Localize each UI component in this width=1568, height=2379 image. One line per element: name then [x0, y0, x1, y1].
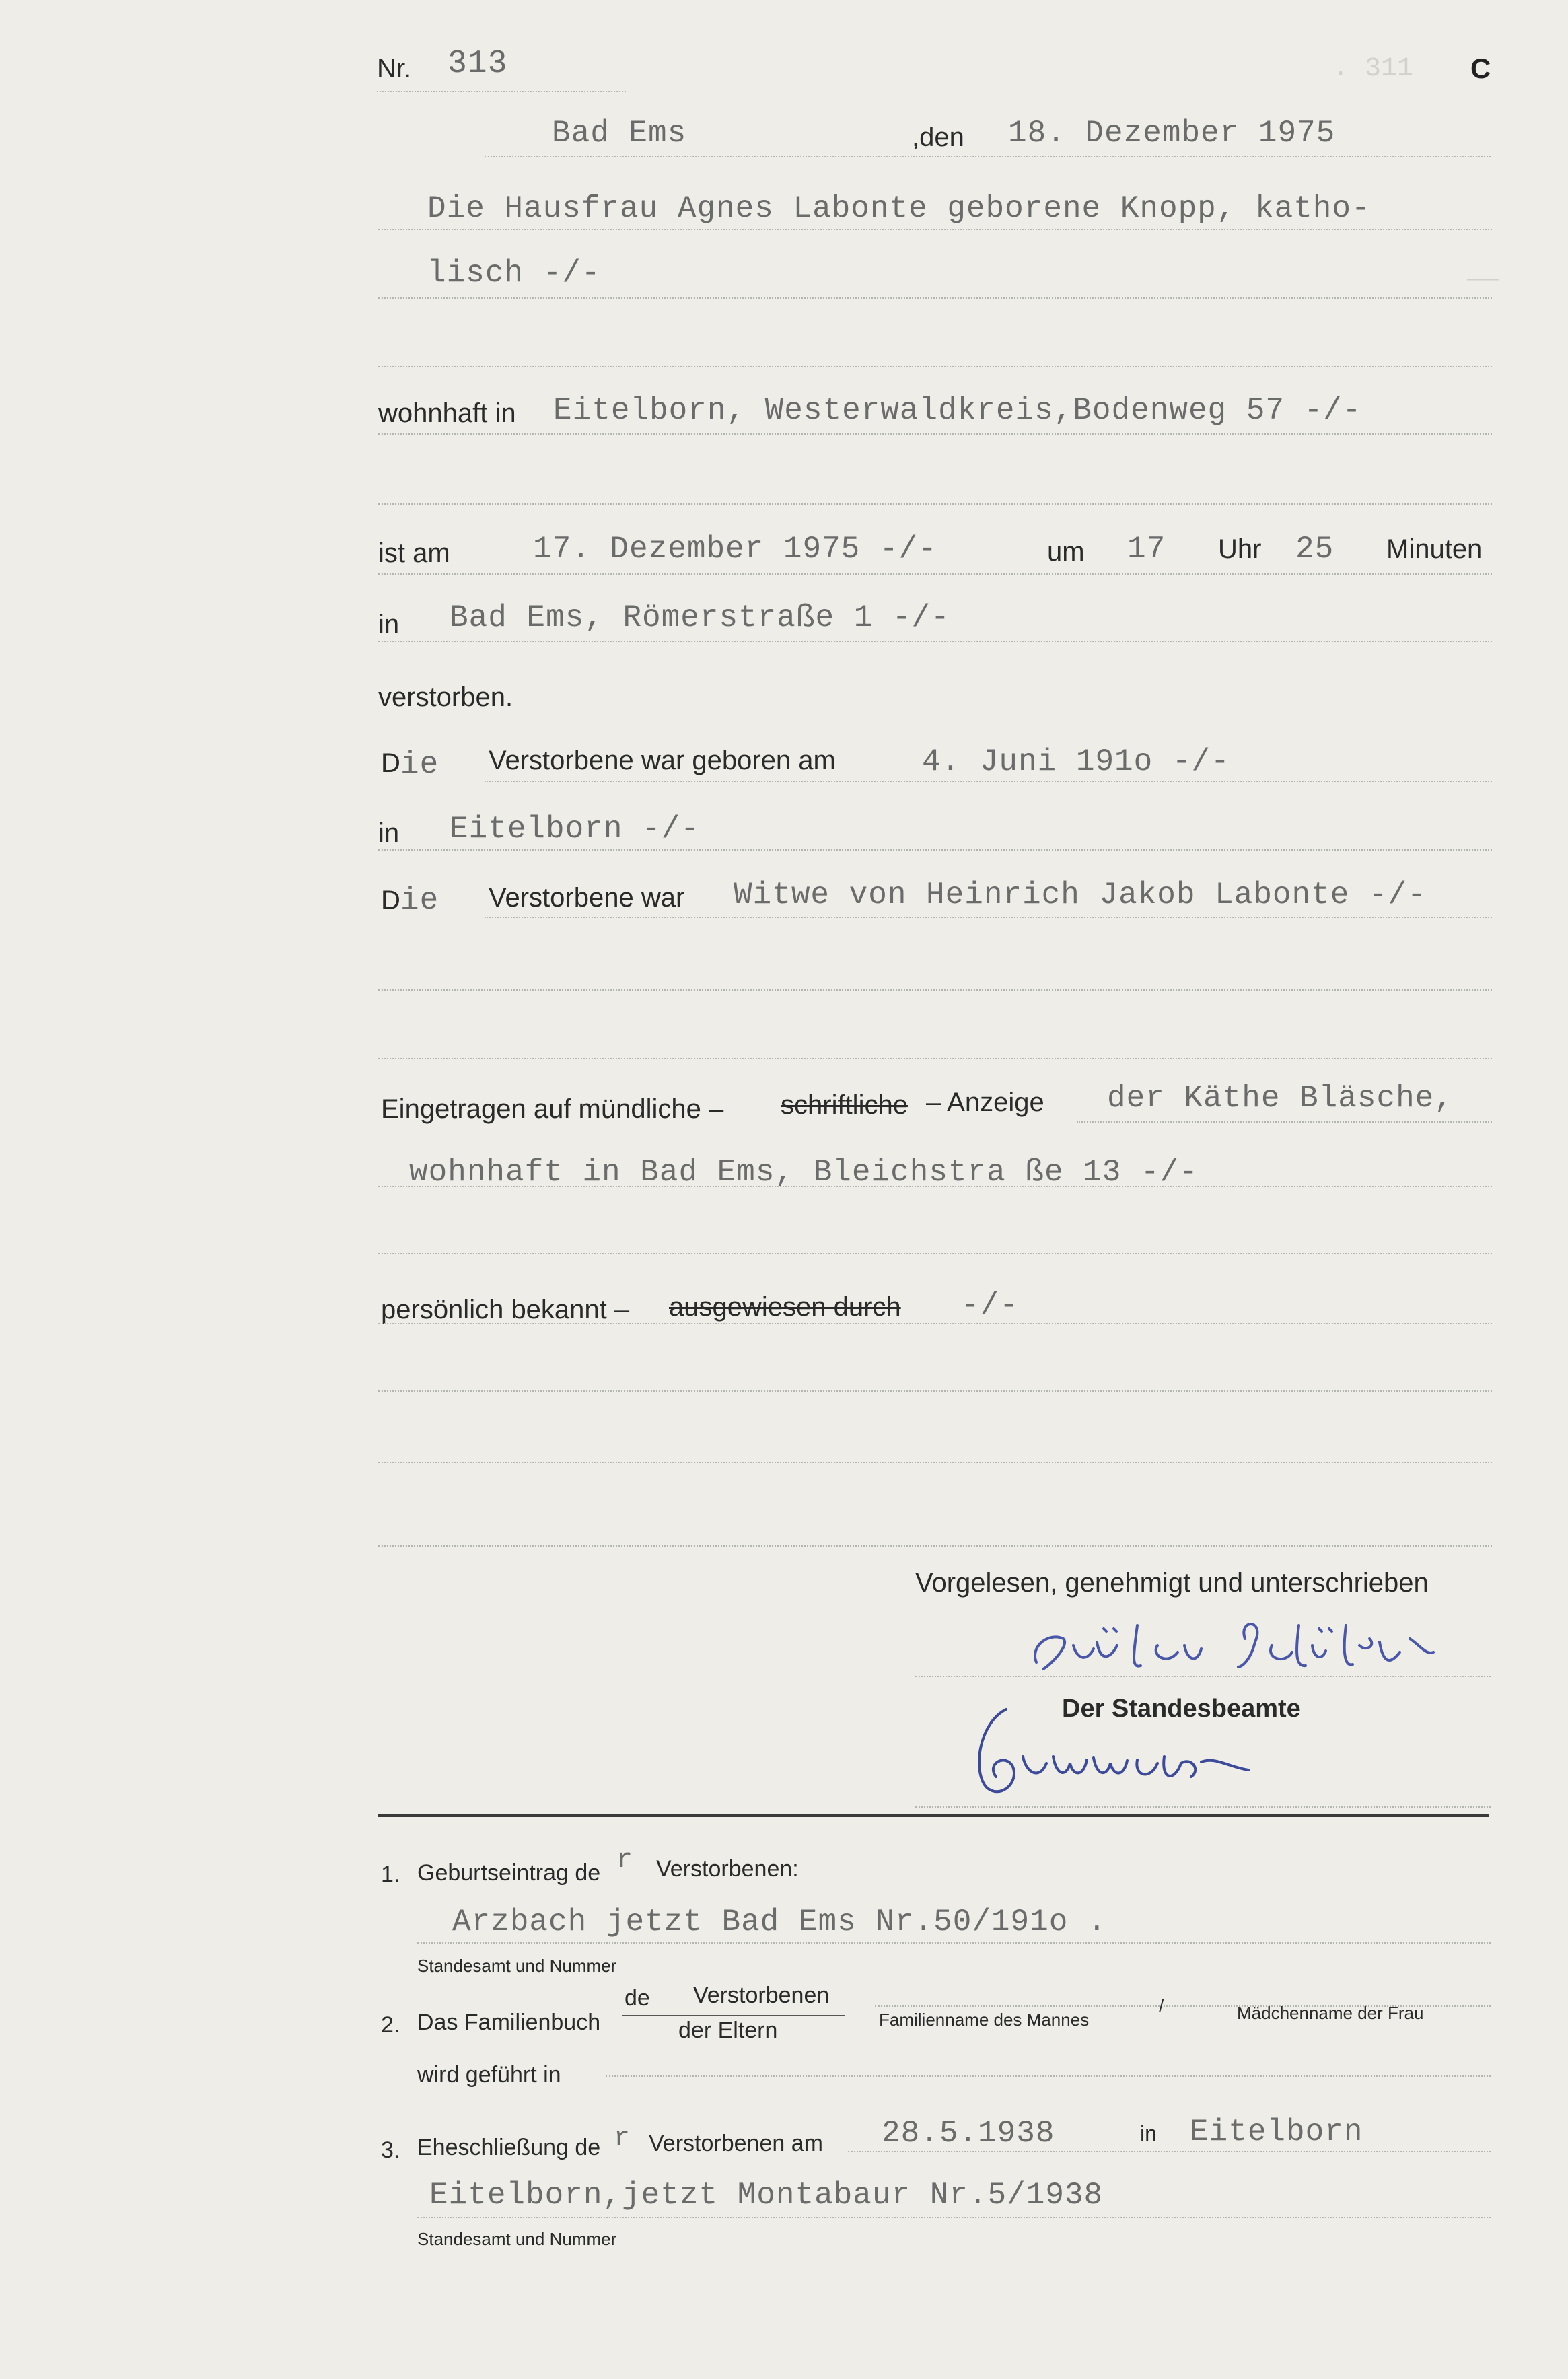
- item1-label2: Verstorbenen:: [656, 1856, 799, 1882]
- bleed-through-text: . 311: [1332, 54, 1414, 84]
- rule: [378, 641, 1492, 642]
- um-label: um: [1047, 537, 1085, 567]
- rule: [378, 1186, 1492, 1187]
- death-hour: 17: [1127, 532, 1166, 567]
- registry-place: Bad Ems: [552, 116, 687, 151]
- death-in-label: in: [378, 610, 400, 639]
- item1-number: 1.: [381, 1861, 400, 1887]
- form-letter: C: [1470, 52, 1491, 84]
- item3-in: in: [1140, 2121, 1157, 2145]
- item1-r: r: [616, 1845, 634, 1876]
- rule: [417, 2217, 1491, 2218]
- rule: [378, 573, 1492, 575]
- rule: [378, 503, 1492, 505]
- item2-verstorbenen: Verstorbenen: [693, 1983, 830, 2008]
- deceased-description-line1: Die Hausfrau Agnes Labonte geborene Knopp, katho-: [427, 191, 1371, 226]
- rule: [378, 1462, 1492, 1463]
- rule: [378, 433, 1492, 435]
- rule: [417, 1942, 1491, 1944]
- status-label: Verstorbene war: [489, 883, 685, 913]
- item2-number: 2.: [381, 2012, 400, 2038]
- name-slash: /: [1159, 1996, 1164, 2016]
- birth-date: 4. Juni 191o -/-: [922, 744, 1230, 779]
- nr-label: Nr.: [377, 54, 412, 83]
- rule: [378, 1253, 1492, 1254]
- status-value: Witwe von Heinrich Jakob Labonte -/-: [734, 878, 1427, 913]
- nr-underline: [377, 91, 626, 92]
- birth-in-label: in: [378, 818, 400, 848]
- ist-am-label: ist am: [378, 538, 450, 568]
- informant-line2: wohnhaft in Bad Ems, Bleichstra ße 13 -/-: [409, 1155, 1199, 1190]
- identity-label: persönlich bekannt –: [381, 1295, 630, 1324]
- rule: [378, 989, 1492, 991]
- signature-rule: [915, 1676, 1491, 1677]
- item1-label: Geburtseintrag de: [417, 1860, 601, 1886]
- informant-signature: [1023, 1605, 1467, 1686]
- death-minutes: 25: [1295, 532, 1334, 567]
- rule: [606, 2075, 1491, 2077]
- familienname-label: Familienname des Mannes: [879, 2010, 1090, 2030]
- birth-place: Eitelborn -/-: [450, 812, 700, 847]
- report-label-start: Eingetragen auf mündliche –: [381, 1094, 724, 1124]
- item3-number: 3.: [381, 2137, 400, 2163]
- item2-eltern: der Eltern: [678, 2018, 778, 2043]
- deceased-description-line2: lisch -/-: [427, 256, 601, 291]
- rule: [485, 781, 1492, 782]
- rule: [378, 297, 1492, 299]
- registry-date: 18. Dezember 1975: [1008, 116, 1336, 151]
- marriage-registry-value: Eitelborn,jetzt Montabaur Nr.5/1938: [429, 2178, 1104, 2213]
- report-label-end: – Anzeige: [926, 1088, 1044, 1117]
- verstorben-label: verstorben.: [378, 682, 513, 712]
- uhr-label: Uhr: [1218, 534, 1262, 564]
- birth-d-prefix: D: [381, 748, 400, 778]
- rule: [485, 917, 1492, 918]
- identity-value: -/-: [961, 1288, 1019, 1323]
- death-place: Bad Ems, Römerstraße 1 -/-: [450, 600, 950, 635]
- fraction-bar: [622, 2015, 845, 2016]
- birth-entry-value: Arzbach jetzt Bad Ems Nr.50/191o .: [452, 1905, 1107, 1940]
- informant-line1: der Käthe Bläsche,: [1107, 1081, 1454, 1116]
- item2-de: de: [625, 1985, 650, 2011]
- birth-label: Verstorbene war geboren am: [489, 746, 836, 775]
- item3-r: r: [614, 2124, 631, 2154]
- marriage-date: 28.5.1938: [882, 2116, 1055, 2151]
- death-date: 17. Dezember 1975 -/-: [533, 532, 937, 567]
- item3-label2: Verstorbenen am: [649, 2131, 823, 2156]
- register-number: 313: [448, 46, 508, 82]
- status-d-suffix: ie: [400, 883, 439, 918]
- rule: [378, 1390, 1492, 1392]
- rule: [378, 366, 1492, 367]
- read-approved-label: Vorgelesen, genehmigt und unterschrieben: [915, 1568, 1429, 1598]
- registrar-label: Der Standesbeamte: [1062, 1695, 1301, 1723]
- date-underline: [485, 156, 1491, 157]
- item3-label: Eheschließung de: [417, 2135, 601, 2160]
- rule: [378, 1323, 1492, 1324]
- item2-wird: wird geführt in: [417, 2062, 561, 2088]
- maedchenname-label: Mädchenname der Frau: [1237, 2003, 1424, 2023]
- status-d-prefix: D: [381, 886, 400, 915]
- rule: [1077, 1121, 1492, 1123]
- minuten-label: Minuten: [1386, 534, 1483, 564]
- item2-label: Das Familienbuch: [417, 2010, 601, 2035]
- registrar-signature: [959, 1696, 1295, 1804]
- den-label: ,den: [912, 122, 964, 152]
- rule: [378, 1058, 1492, 1059]
- rule: [378, 1545, 1492, 1547]
- standesamt-label: Standesamt und Nummer: [417, 1956, 617, 1976]
- footer-separator: [378, 1814, 1489, 1817]
- rule: [378, 849, 1492, 851]
- bleed-through-text: __: [1467, 256, 1500, 286]
- report-label-struck: schriftliche: [781, 1090, 908, 1120]
- residence-label: wohnhaft in: [378, 398, 516, 428]
- rule: [378, 229, 1492, 230]
- signature-rule: [915, 1806, 1491, 1808]
- marriage-place: Eitelborn: [1190, 2115, 1363, 2150]
- identity-struck: ausgewiesen durch: [669, 1292, 901, 1322]
- standesamt-label-2: Standesamt und Nummer: [417, 2229, 617, 2249]
- birth-d-suffix: ie: [400, 747, 439, 782]
- rule: [848, 2151, 1491, 2152]
- residence-value: Eitelborn, Westerwaldkreis,Bodenweg 57 -/-: [553, 393, 1362, 428]
